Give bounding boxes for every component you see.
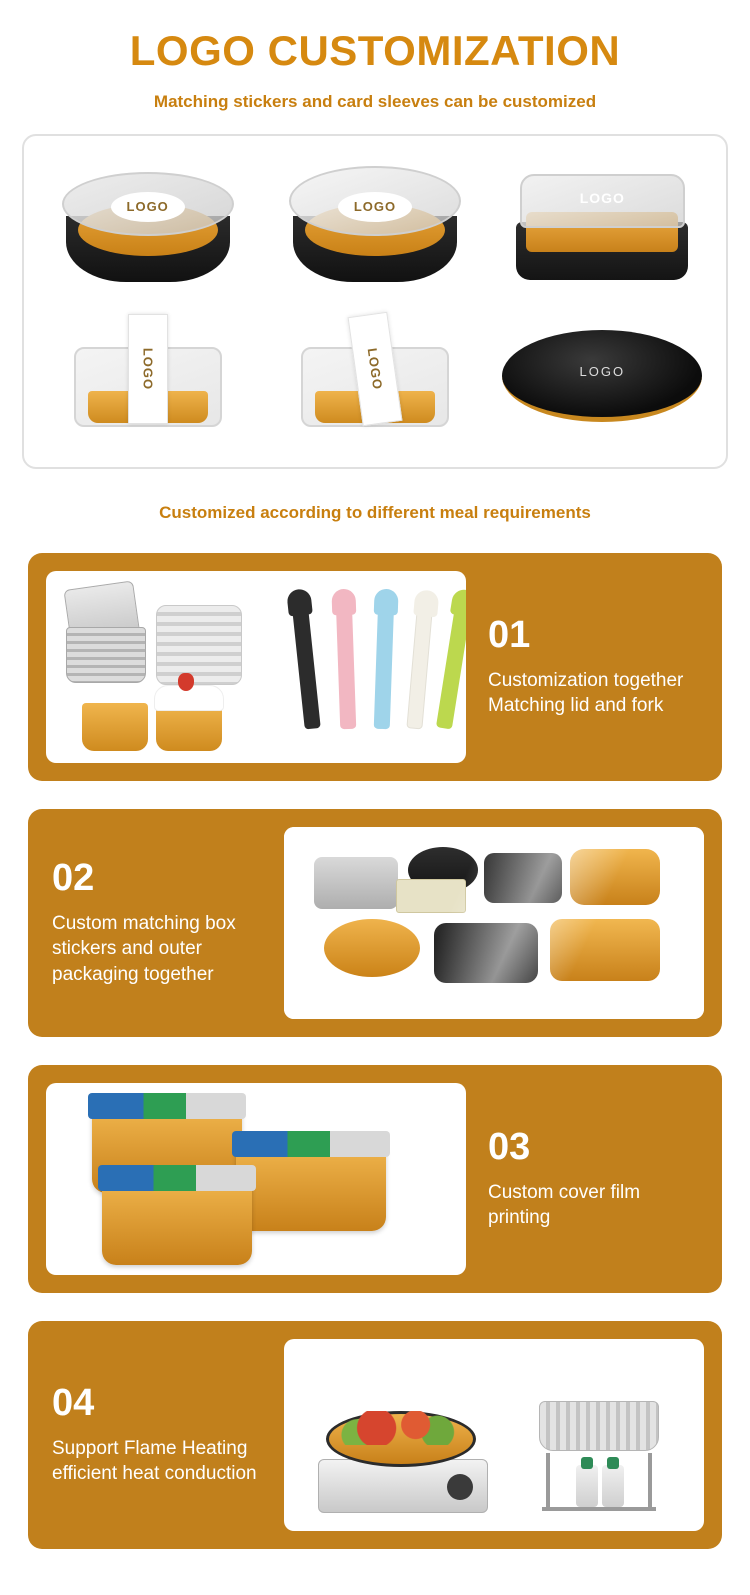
page-subtitle: Matching stickers and card sleeves can be customized xyxy=(153,92,597,112)
gallery-item-black-round-lid-top-view xyxy=(489,302,716,454)
round-bowl-dome-illustration xyxy=(285,166,465,286)
feature-text-01 xyxy=(482,613,704,719)
portable-gas-stove-icon xyxy=(318,1459,488,1513)
feature-text-03 xyxy=(482,1125,704,1231)
logo-print: LOGO xyxy=(579,189,625,206)
food-icon xyxy=(340,1411,462,1445)
feature-number: 02 xyxy=(52,856,95,899)
gallery-item-clear-lid-gold-tray-with-sleeve xyxy=(261,302,488,454)
foil-pan-icon xyxy=(539,1401,659,1451)
feature-image-printed-film-gold-boxes-photo xyxy=(46,1083,466,1275)
stove-knob-icon xyxy=(447,1474,473,1500)
printed-film-box-icon xyxy=(102,1179,252,1265)
rack-bar xyxy=(542,1507,656,1511)
gallery-item-square-gold-cup-with-sleeve xyxy=(34,302,261,454)
chafing-rack-illustration xyxy=(534,1401,664,1511)
feature-list xyxy=(0,553,750,1549)
feature-image-packaged-containers-pile-photo xyxy=(284,827,704,1019)
plastic-wrap-sheen xyxy=(284,827,704,1019)
fuel-can-icon xyxy=(602,1465,624,1507)
round-bowl-illustration xyxy=(58,166,238,286)
logo-print: LOGO xyxy=(579,364,626,380)
feature-description: Customization together Matching lid and fork xyxy=(488,669,684,717)
fork-icon xyxy=(336,599,357,729)
packaging-pile-illustration xyxy=(284,827,704,1019)
fork-icon xyxy=(406,599,433,730)
fork-icon xyxy=(436,599,466,730)
product-gallery-panel xyxy=(22,134,728,469)
rack-leg xyxy=(648,1453,652,1511)
logo-sticker: LOGO xyxy=(111,192,185,222)
rect-box-illustration xyxy=(510,166,695,286)
foil-tray-stack-icon xyxy=(66,627,146,683)
black-lid-illustration xyxy=(502,322,702,432)
feature-row-02 xyxy=(28,809,722,1037)
gallery-item-round-black-gold-bowl-dome-lid xyxy=(261,150,488,302)
feature-description: Support Flame Heating efficient heat conduction xyxy=(52,1437,257,1485)
logo-sticker: LOGO xyxy=(338,192,412,222)
feature-image-trays-lids-and-forks-photo xyxy=(46,571,466,763)
gallery-item-rectangular-black-gold-box-with-lid xyxy=(489,150,716,302)
fuel-can-icon xyxy=(576,1465,598,1507)
feature-number: 04 xyxy=(52,1381,95,1424)
sleeve-tray-illustration xyxy=(285,320,465,435)
gallery-item-round-black-gold-bowl-with-lid xyxy=(34,150,261,302)
fork-icon xyxy=(291,599,321,730)
mid-caption: Customized according to different meal requirements xyxy=(159,503,591,523)
feature-number: 03 xyxy=(488,1125,531,1168)
card-sleeve xyxy=(128,314,168,424)
rack-leg xyxy=(546,1453,550,1511)
fork-icon xyxy=(374,599,395,729)
printed-cover-film xyxy=(232,1131,390,1157)
product-gallery-grid xyxy=(34,150,716,453)
clear-lid-stack-icon xyxy=(156,605,242,685)
feature-number: 01 xyxy=(488,613,531,656)
printed-cover-film xyxy=(88,1093,246,1119)
feature-description: Custom cover film printing xyxy=(488,1181,641,1229)
feature-row-04 xyxy=(28,1321,722,1549)
sleeve-logo-text: LOGO xyxy=(364,346,386,391)
printed-film-box-icon xyxy=(236,1145,386,1231)
sleeve-cup-illustration xyxy=(58,320,238,435)
page-title: LOGO CUSTOMIZATION xyxy=(129,27,621,74)
feature-text-02 xyxy=(46,856,268,988)
feature-row-01 xyxy=(28,553,722,781)
feature-description: Custom matching box stickers and outer packaging together xyxy=(52,912,236,985)
gold-cup-icon xyxy=(82,703,148,751)
sleeve-logo-text: LOGO xyxy=(140,347,156,391)
feature-image-flame-heating-stove-and-rack-photo xyxy=(284,1339,704,1531)
feature-text-04 xyxy=(46,1381,268,1487)
feature-row-03 xyxy=(28,1065,722,1293)
printed-cover-film xyxy=(98,1165,256,1191)
